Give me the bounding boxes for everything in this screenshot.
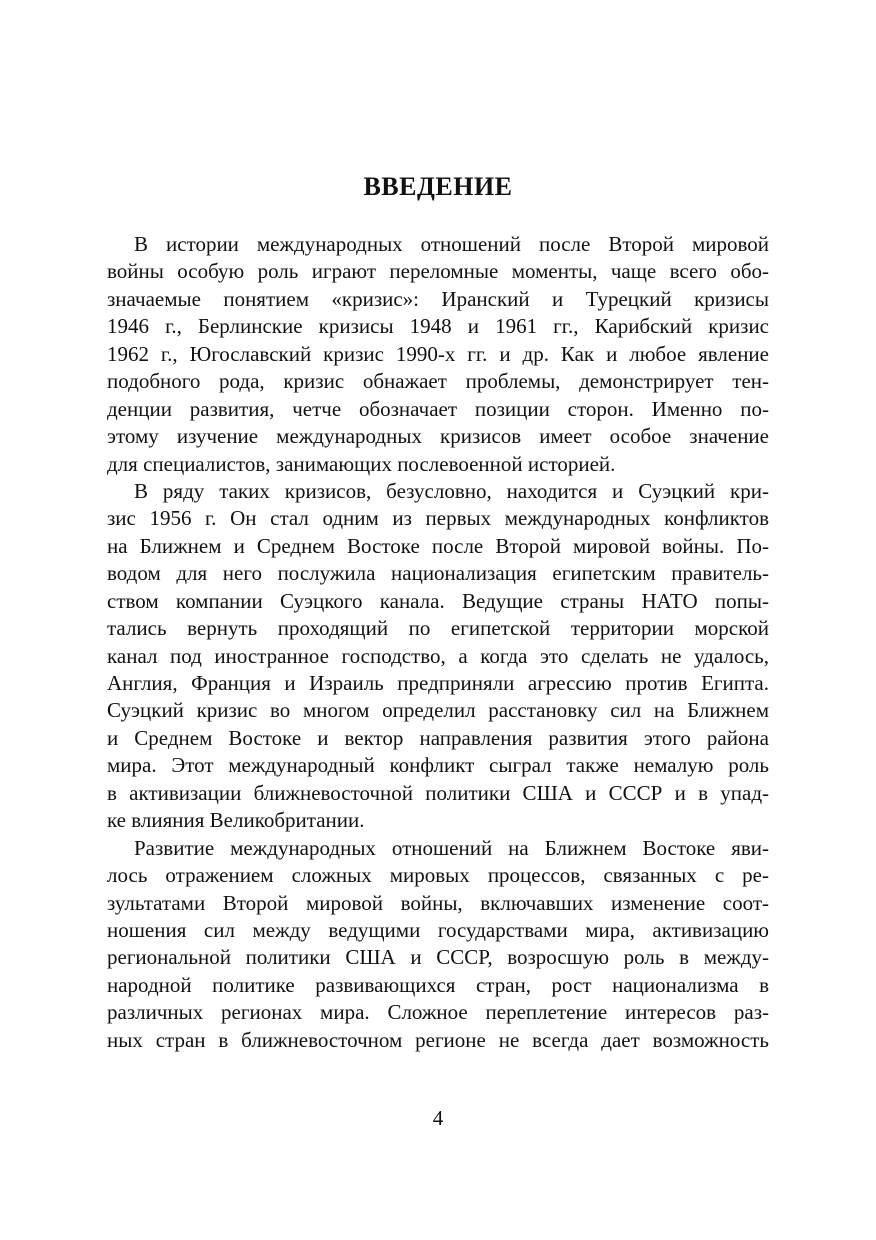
text-line: мира. Этот международный конфликт сыграл также немалую роль [107, 753, 769, 778]
text-line: лось отражением сложных мировых процессов, связанных с ре- [107, 863, 769, 888]
text-line: значаемые понятием «кризис»: Иранский и Турецкий кризисы [107, 286, 769, 311]
text-line: ношения сил между ведущими государствами мира, активизацию [107, 917, 769, 942]
text-line: ством компании Суэцкого канала. Ведущие страны НАТО попы- [107, 588, 769, 613]
text-line: Англия, Франция и Израиль предприняли агрессию против Египта. [107, 671, 769, 695]
text-line: тались вернуть проходящий по египетской территории морской [107, 616, 769, 641]
text-line: в активизации ближневосточной политики США и СССР и в упад- [107, 780, 769, 805]
text-line: народной политике развивающихся стран, рост национализма в [107, 972, 769, 997]
text-line: В ряду таких кризисов, безусловно, находится и Суэцкий кри- [134, 478, 769, 503]
page-number: 4 [432, 1106, 444, 1130]
text-line: для специалистов, занимающих послевоенной историей. [107, 451, 616, 476]
text-line: региональной политики США и СССР, возросшую роль в между- [107, 945, 769, 970]
text-line: 1946 г., Берлинские кризисы 1948 и 1961 гг., Карибский кризис [107, 314, 769, 339]
text-line: зис 1956 г. Он стал одним из первых международных конфликтов [107, 506, 769, 531]
text-line: денции развития, четче обозначает позиции сторон. Именно по- [107, 396, 769, 421]
text-line: этому изучение международных кризисов имеет особое значение [107, 424, 769, 449]
text-line: на Ближнем и Среднем Востоке после Второй мировой войны. По- [107, 533, 769, 558]
text-line: ке влияния Великобритании. [107, 808, 365, 833]
text-line: 1962 г., Югославский кризис 1990-х гг. и др. Как и любое явление [107, 341, 769, 366]
page-title: ВВЕДЕНИЕ [363, 172, 513, 201]
text-line: Суэцкий кризис во многом определил расстановку сил на Ближнем [107, 698, 769, 723]
text-line: ных стран в ближневосточном регионе не всегда дает возможность [107, 1027, 769, 1052]
body-text [107, 231, 769, 1054]
text-line: подобного рода, кризис обнажает проблемы, демонстрирует тен- [107, 369, 769, 394]
text-line: канал под иностранное господство, а когда это сделать не удалось, [107, 643, 769, 668]
text-line: Развитие международных отношений на Ближнем Востоке яви- [134, 835, 769, 860]
text-line: различных регионах мира. Сложное переплетение интересов раз- [107, 1000, 769, 1025]
text-line: водом для него послужила национализация египетским правитель- [107, 561, 769, 586]
text-line: В истории международных отношений после Второй мировой [134, 232, 769, 256]
text-line: войны особую роль играют переломные моменты, чаще всего обо- [107, 259, 769, 284]
text-line: и Среднем Востоке и вектор направления развития этого района [107, 725, 769, 750]
text-line: зультатами Второй мировой войны, включавших изменение соот- [107, 890, 769, 915]
